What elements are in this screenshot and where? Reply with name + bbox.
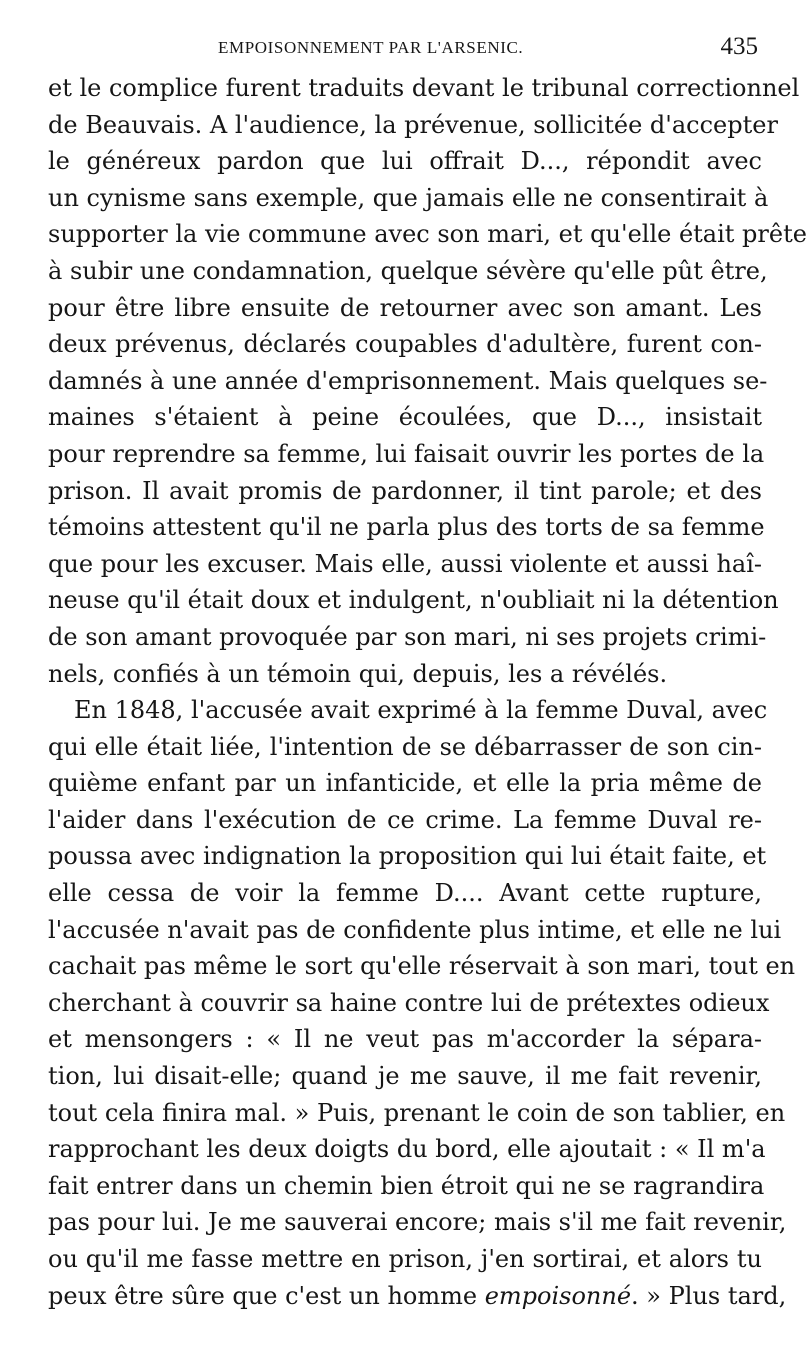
page-header bbox=[48, 30, 762, 70]
text-line: pour être libre ensuite de retourner avec son amant. Les bbox=[48, 293, 762, 322]
text-line: tout cela finira mal. » Puis, prenant le coin de son tablier, en bbox=[48, 1098, 786, 1127]
text-line: à subir une condamnation, quelque sévère qu'elle pût être, bbox=[48, 256, 768, 285]
text-line: prison. Il avait promis de pardonner, il tint parole; et des bbox=[48, 476, 762, 505]
body-text bbox=[48, 70, 807, 1314]
text-line: et le complice furent traduits devant le tribunal correctionnel bbox=[48, 74, 800, 102]
page-number: 435 bbox=[720, 33, 758, 60]
text-line: l'accusée n'avait pas de confidente plus intime, et elle ne lui bbox=[48, 915, 782, 944]
final-line-end: . » Plus tard, bbox=[631, 1281, 787, 1310]
text-line: cherchant à couvrir sa haine contre lui de prétextes odieux bbox=[48, 988, 770, 1017]
text-line: poussa avec indignation la proposition qui lui était faite, et bbox=[48, 842, 767, 871]
final-line-start: peux être sûre que c'est un homme bbox=[48, 1281, 485, 1310]
text-line: maines s'étaient à peine écoulées, que D..., insistait bbox=[48, 403, 762, 432]
text-line: pour reprendre sa femme, lui faisait ouvrir les portes de la bbox=[48, 439, 765, 468]
text-line: supporter la vie commune avec son mari, et qu'elle était prête bbox=[48, 220, 807, 249]
text-line: ou qu'il me fasse mettre en prison, j'en sortirai, et alors tu bbox=[48, 1245, 762, 1273]
text-line: elle cessa de voir la femme D.... Avant cette rupture, bbox=[48, 879, 762, 908]
text-line: l'aider dans l'exécution de ce crime. La femme Duval re- bbox=[48, 805, 762, 834]
text-line: cachait pas même le sort qu'elle réservait à son mari, tout en bbox=[48, 952, 796, 981]
text-line: de son amant provoquée par son mari, ni ses projets crimi- bbox=[48, 622, 767, 651]
text-line-final bbox=[48, 1278, 787, 1315]
text-line: tion, lui disait-elle; quand je me sauve, il me fait revenir, bbox=[48, 1062, 762, 1091]
text-line: que pour les excuser. Mais elle, aussi violente et aussi haî- bbox=[48, 549, 762, 578]
text-line: le généreux pardon que lui offrait D..., répondit avec bbox=[48, 147, 762, 176]
text-line-paragraph-end: nels, confiés à un témoin qui, depuis, les a révélés. bbox=[48, 659, 668, 688]
text-line: rapprochant les deux doigts du bord, elle ajoutait : « Il m'a bbox=[48, 1135, 766, 1164]
text-line: un cynisme sans exemple, que jamais elle ne consentirait à bbox=[48, 183, 769, 212]
text-line-paragraph-start: En 1848, l'accusée avait exprimé à la femme Duval, avec bbox=[74, 696, 768, 725]
text-line: deux prévenus, déclarés coupables d'adultère, furent con- bbox=[48, 330, 762, 359]
text-line: qui elle était liée, l'intention de se débarrasser de son cin- bbox=[48, 732, 762, 761]
running-title: EMPOISONNEMENT PAR L'ARSENIC. bbox=[218, 38, 524, 57]
text-line: damnés à une année d'emprisonnement. Mais quelques se- bbox=[48, 366, 768, 395]
text-line: de Beauvais. A l'audience, la prévenue, sollicitée d'accepter bbox=[48, 110, 778, 139]
text-line: fait entrer dans un chemin bien étroit qui ne se ragrandira bbox=[48, 1171, 765, 1200]
text-line: et mensongers : « Il ne veut pas m'accorder la sépara- bbox=[48, 1025, 762, 1054]
text-line: neuse qu'il était doux et indulgent, n'oubliait ni la détention bbox=[48, 586, 779, 615]
text-line: quième enfant par un infanticide, et elle la pria même de bbox=[48, 769, 762, 798]
text-line: pas pour lui. Je me sauverai encore; mais s'il me fait revenir, bbox=[48, 1208, 787, 1237]
text-line: témoins attestent qu'il ne parla plus des torts de sa femme bbox=[48, 513, 765, 542]
italic-word: empoisonné bbox=[484, 1281, 632, 1310]
